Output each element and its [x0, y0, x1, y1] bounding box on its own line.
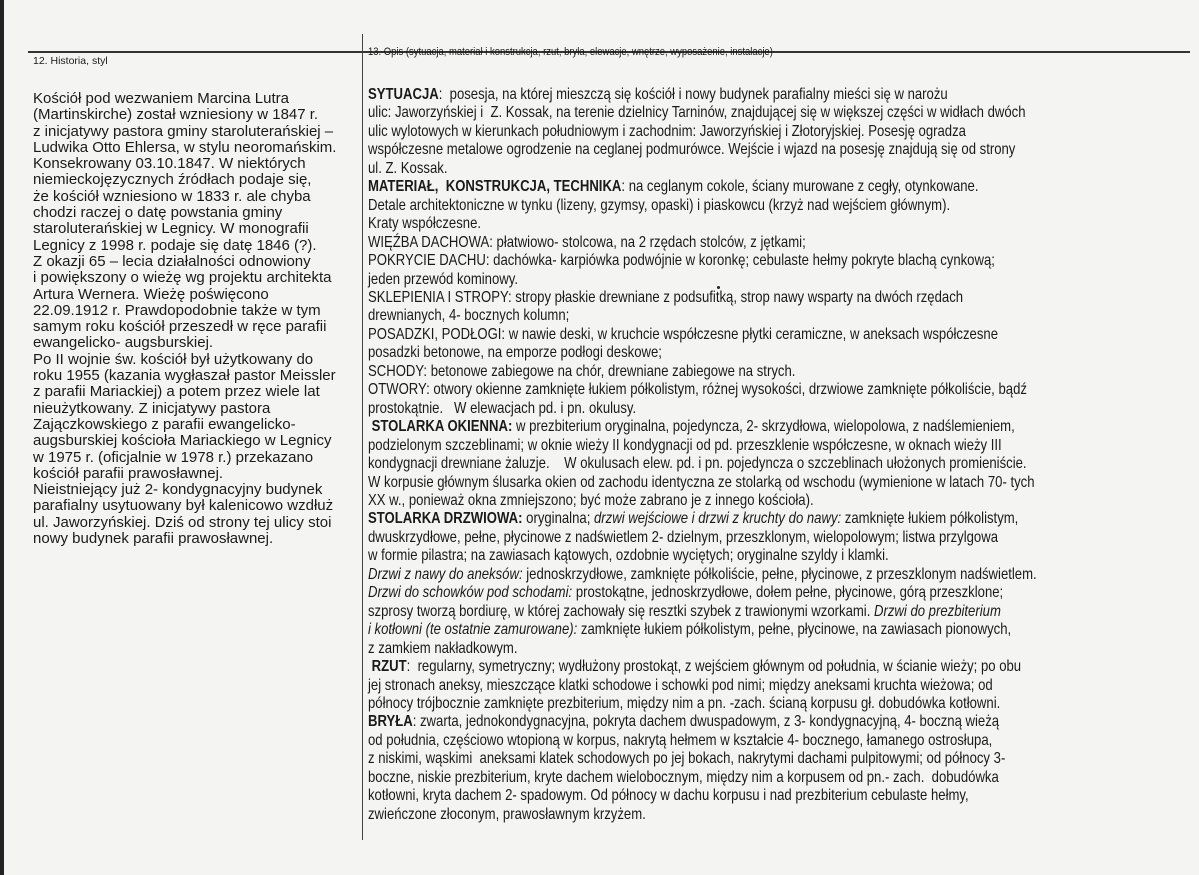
description-line — [368, 381, 1037, 399]
description-line — [368, 510, 1037, 528]
text-run: jednoskrzydłowe, zamknięte półkoliście, pełne, płycinowe, z przeszklonym nadświetlem. — [522, 565, 1037, 583]
text-run: prostokątnie. W elewacjach pd. i pn. okulusy. — [368, 399, 637, 417]
text-run: w prezbiterium oryginalna, pojedyncza, 2- skrzydłowa, wielopolowa, z nadślemieniem, — [512, 418, 1015, 436]
history-line: parafialny usytuowany był kalenicowo wzdłuż — [33, 497, 334, 515]
text-run: dwuskrzydłowe, pełne, płycinowe z nadświetlem 2- dzielnym, przeszklonym, wielopolowym; listwa przylgowa — [368, 528, 999, 546]
history-text — [33, 91, 336, 547]
history-line: ul. Jaworzyńskiej. Dziś od strony tej ulicy stoi — [33, 513, 332, 531]
text-run: : posesja, na której mieszczą się kościół i nowy budynek parafialny mieści się w narożu — [438, 86, 948, 103]
description-line — [368, 455, 1037, 473]
text-run: z zamkiem nakładkowym. — [368, 639, 518, 657]
description-line — [368, 437, 1037, 455]
history-line: z parafii Mariackiej) a potem przez wiele lat — [33, 383, 320, 401]
history-line: i powiększony o wieżę wg projektu architekta — [33, 269, 332, 287]
description-line — [368, 252, 1037, 270]
history-line: roku 1955 (kazania wygłaszał pastor Meissler — [33, 367, 336, 385]
text-run: zwieńczone złoconym, prawosławnym krzyżem. — [368, 805, 646, 823]
text-run: jej stronach aneksy, mieszczące klatki schodowe i schowki pod nimi; między aneksami kruchta wieżowa; od — [368, 676, 993, 694]
history-line: nowy budynek parafii prawosławnej. — [33, 530, 274, 548]
history-line: Konsekrowany 03.10.1847. W niektórych — [33, 155, 306, 173]
description-line — [368, 529, 1037, 547]
text-run: Detale architektoniczne w tynku (lizeny, gzymsy, opaski) i piaskowcu (krzyż nad wejściem głównym). — [368, 196, 951, 214]
history-line: samym roku kościół przeszedł w ręce parafii — [33, 318, 327, 336]
text-run: kotłowni, kryta dachem 2- spadowym. Od północy w dachu korpusu i nad prezbiterium cebulaste hełmy, — [368, 787, 969, 805]
text-run: drewnianych, 4- bocznych kolumn; — [368, 307, 570, 325]
description-line — [368, 621, 1037, 639]
text-run: ulic wylotowych w kierunkach południowym i zachodnim: Jaworzyńskiej i Złotoryjskiej. Posesję ogradza — [368, 122, 966, 140]
description-text — [368, 86, 1037, 824]
description-line — [368, 86, 1037, 104]
text-run: SCHODY: betonowe zabiegowe na chór, drewniane zabiegowe na strych. — [368, 362, 796, 380]
text-run: oryginalna; — [522, 510, 594, 528]
description-line — [368, 234, 1037, 252]
text-run: ul. Z. Kossak. — [368, 159, 448, 177]
description-line — [368, 787, 1037, 805]
description-line — [368, 732, 1037, 750]
description-line — [368, 104, 1037, 122]
column-divider — [362, 34, 363, 840]
description-line — [368, 418, 1037, 436]
history-line: Nieistniejący już 2- kondygnacyjny budynek — [33, 481, 323, 499]
description-line — [368, 713, 1037, 731]
description-line — [368, 584, 1037, 602]
section-heading: SYTUACJA — [368, 86, 439, 103]
description-line — [368, 363, 1037, 381]
description-line — [368, 160, 1037, 178]
text-run: OTWORY: otwory okienne zamknięte łukiem półkolistym, różnej wysokości, drzwiowe zamknięte półkoliście, bądź — [368, 381, 1027, 399]
section-heading: RZUT — [368, 658, 407, 676]
description-line — [368, 178, 1037, 196]
text-run: : regularny, symetryczny; wydłużony prostokąt, z wejściem głównym od południa, w ścianie wieży; po obu — [406, 658, 1022, 676]
italic-term: drzwi wejściowe i drzwi z kruchty do nawy: — [593, 510, 842, 528]
history-line: Kościół pod wezwaniem Marcina Lutra — [33, 90, 289, 107]
description-line — [368, 695, 1037, 713]
description-line — [368, 603, 1037, 621]
scan-edge — [0, 0, 4, 875]
text-run: szprosy tworzą bordiurę, w której zachowały się resztki szybek z trawionymi wzorkami. — [368, 602, 875, 620]
section-heading: STOLARKA OKIENNA: — [368, 418, 513, 436]
text-run: zamknięte łukiem półkolistym, — [841, 510, 1019, 528]
history-line: nieużytkowany. Z inicjatywy pastora — [33, 399, 271, 417]
history-line: ewangelicko- augsburskiej. — [33, 334, 214, 352]
text-run: prostokątne, jednoskrzydłowe, dołem pełne, płycinowe, górą przeszklone; — [572, 584, 1004, 602]
history-line: kościół parafii prawosławnej. — [33, 464, 224, 482]
description-line — [368, 344, 1037, 362]
text-run: zamknięte łukiem półkolistym, pełne, płycinowe, na zawiasach pionowych, — [577, 621, 1012, 639]
description-line — [368, 566, 1037, 584]
history-line: Artura Wernera. Wieżę poświęcono — [33, 285, 269, 303]
description-line — [368, 750, 1037, 768]
description-line — [368, 677, 1037, 695]
description-line — [368, 197, 1037, 215]
text-run: posadzki betonowe, na emporze podłogi deskowe; — [368, 344, 662, 362]
text-run: SKLEPIENIA I STROPY: stropy płaskie drewniane z podsufitką, strop nawy wsparty na dwóch rzędach — [368, 288, 964, 306]
description-line — [368, 289, 1037, 307]
description-line — [368, 400, 1037, 418]
italic-term: Drzwi z nawy do aneksów: — [368, 565, 523, 583]
history-line: augsburskiej kościoła Mariackiego w Legnicy — [33, 432, 332, 450]
text-run: ulic: Jaworzyńskiej i Z. Kossak, na terenie dzielnicy Tarninów, znajdującej się w większej części w widłach dwóch — [368, 104, 1026, 122]
history-line: Po II wojnie św. kościół był użytkowany do — [33, 350, 314, 368]
description-line — [368, 141, 1037, 159]
text-run: WIĘŹBA DACHOWA: płatwiowo- stolcowa, na 2 rzędach stolców, z jętkami; — [368, 233, 806, 251]
description-line — [368, 547, 1037, 565]
text-run: północy trójbocznie zamknięte prezbiterium, między nim a pn. -zach. ścianą korpusu gł. dobudówka kotłowni. — [368, 694, 1001, 712]
description-line — [368, 640, 1037, 658]
italic-term: Drzwi do prezbiterium — [874, 602, 1001, 620]
description-line — [368, 123, 1037, 141]
section-heading: STOLARKA DRZWIOWA: — [368, 510, 523, 528]
description-line — [368, 806, 1037, 824]
italic-term: Drzwi do schowków pod schodami: — [368, 584, 573, 602]
history-line: z inicjatywy pastora gminy staroluterańskiej – — [33, 122, 334, 140]
italic-term: i kotłowni (te ostatnie zamurowane): — [368, 621, 578, 639]
text-run: w formie pilastra; na zawiasach kątowych, ozdobnie wyciętych; oryginalne szyldy i klamki. — [368, 547, 889, 565]
description-line — [368, 326, 1037, 344]
text-run: Kraty współczesne. — [368, 215, 482, 233]
section-13-header: 13. Opis (sytuacja, materiał i konstrukcja, rzut, bryła, elewacje, wnętrze, wyposażenie, instalacje) — [368, 46, 773, 58]
history-line: Ludwika Otto Ehlersa, w stylu neoromańskim. — [33, 138, 337, 156]
history-line: staroluterańskiej w Legnicy. W monografii — [33, 220, 309, 238]
description-line — [368, 492, 1037, 510]
description-line — [368, 215, 1037, 233]
history-line: niemieckojęzycznych źródłach podaje się, — [33, 171, 312, 189]
history-line: Legnicy z 1998 r. podaje się datę 1846 (?). — [33, 236, 317, 254]
text-run: podzielonym szczeblinami; w oknie wieży II kondygnacji od pd. przeszklenie współczesne, w oknach wieży III — [368, 436, 1002, 454]
text-run: współczesne metalowe ogrodzenie na ceglanej podmurówce. Wejście i wjazd na posesję znajdują się od strony — [368, 141, 1016, 159]
section-12-header: 12. Historia, styl — [33, 55, 108, 67]
history-line: w 1975 r. (oficjalnie w 1978 r.) przekazano — [33, 448, 314, 466]
history-line: Z okazji 65 – lecia działalności odnowiony — [33, 252, 311, 270]
description-line — [368, 271, 1037, 289]
description-line — [368, 474, 1037, 492]
text-run: POSADZKI, PODŁOGI: w nawie deski, w kruchcie współczesne płytki ceramiczne, w aneksach współczesne — [368, 325, 999, 343]
text-run: boczne, niskie prezbiterium, kryte dachem wielobocznym, między nim a korpusem od pn.- zach. dobudówka — [368, 768, 999, 786]
history-line: (Martinskirche) został wzniesiony w 1847 r. — [33, 106, 319, 124]
text-run: kondygnacji drewniane żaluzje. W okulusach elew. pd. i pn. pojedyncza o szczeblinach ułożonych promieniście. — [368, 455, 1027, 473]
text-run: : zwarta, jednokondygnacyjna, pokryta dachem dwuspadowym, z 3- kondygnacyjną, 4- boczną wieżą — [412, 713, 1000, 731]
text-run: z niskimi, wąskimi aneksami klatek schodowych po jej bokach, nakrytymi dachami pulpitowymi; od północy 3- — [368, 750, 1006, 768]
section-heading: BRYŁA — [368, 713, 413, 731]
history-line: chodzi raczej o datę powstania gminy — [33, 204, 283, 222]
section-heading: MATERIAŁ, KONSTRUKCJA, TECHNIKA — [368, 178, 622, 196]
description-line — [368, 307, 1037, 325]
text-run: jeden przewód kominowy. — [368, 270, 518, 288]
text-run: od południa, częściowo wtopioną w korpus, nakrytą hełmem w kształcie 4- bocznego, łamanego ostrosłupa, — [368, 731, 993, 749]
description-line — [368, 769, 1037, 787]
history-line: że kościół wzniesiono w 1833 r. ale chyba — [33, 187, 311, 205]
text-run: XX w., ponieważ okna zmniejszono; być może zabrano je z innego kościoła). — [368, 491, 814, 509]
text-run: POKRYCIE DACHU: dachówka- karpiówka podwójnie w koronkę; cebulaste hełmy pokryte blachą cynkową; — [368, 252, 995, 270]
text-run: W korpusie głównym ślusarka okien od zachodu identyczna ze stolarką od wschodu (wymienione w latach 70- tych — [368, 473, 1035, 491]
history-line: 22.09.1912 r. Prawdopodobnie także w tym — [33, 301, 321, 319]
description-line — [368, 658, 1037, 676]
text-run: : na ceglanym cokole, ściany murowane z cegły, otynkowane. — [621, 178, 979, 196]
history-line: Zajączkowskiego z parafii ewangelicko- — [33, 415, 296, 433]
